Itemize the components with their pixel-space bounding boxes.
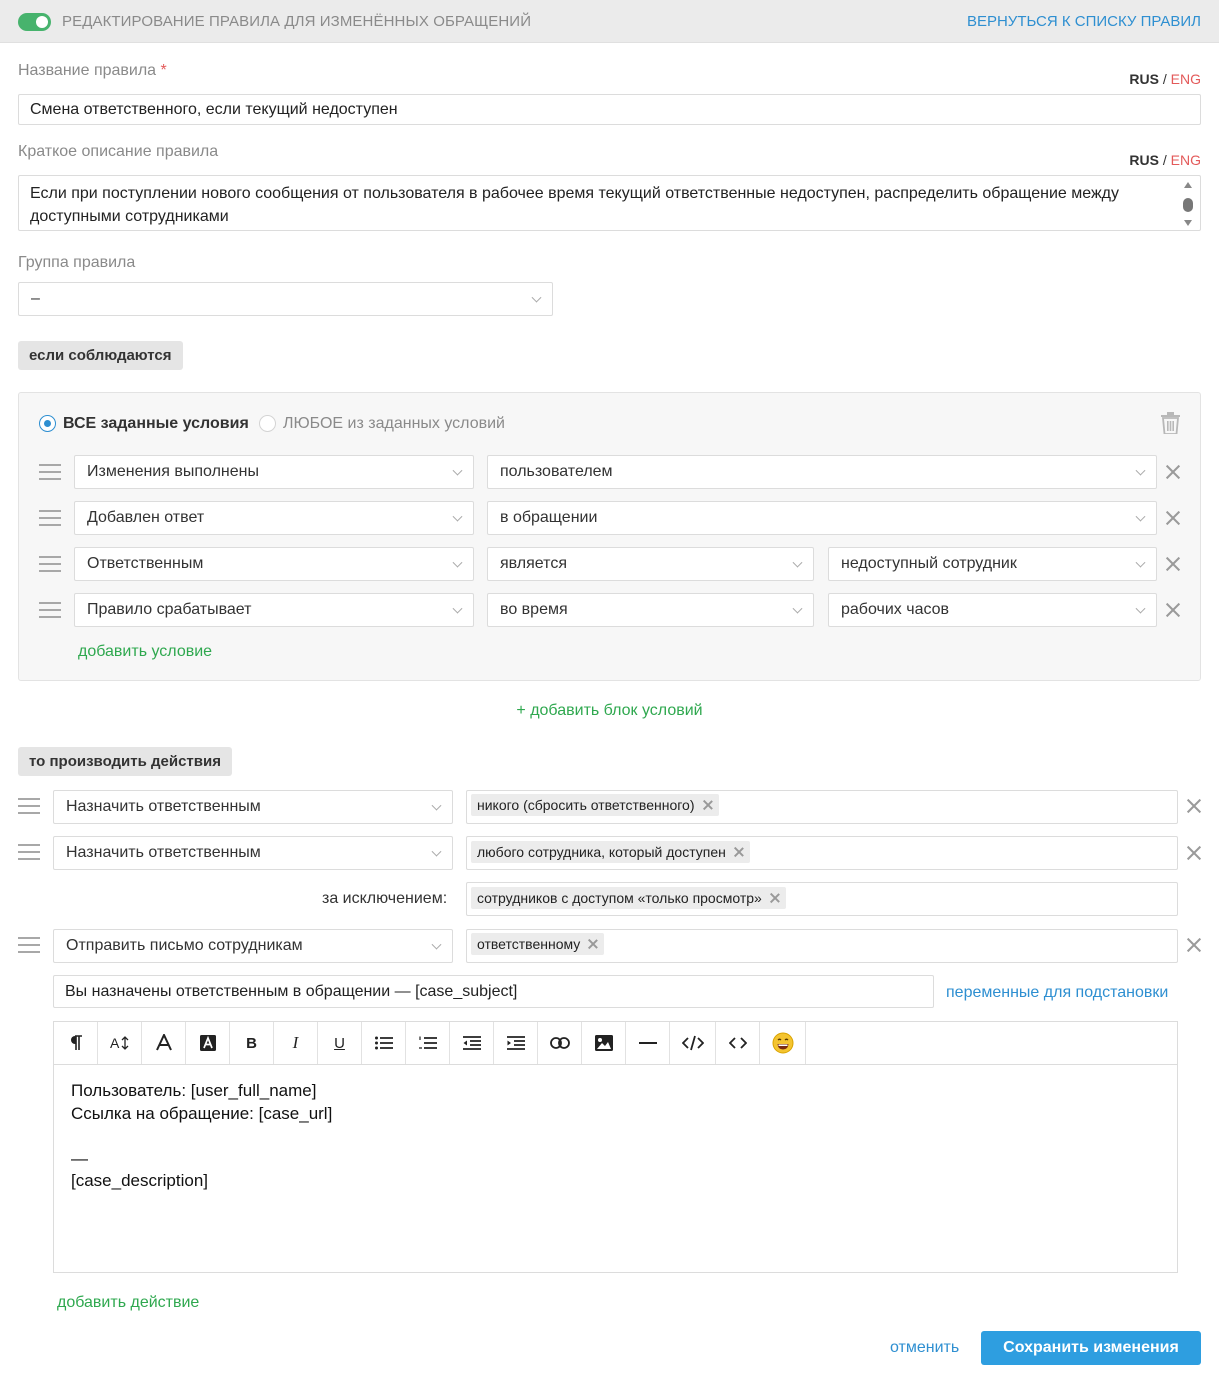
email-body-line bbox=[71, 1125, 332, 1148]
rule-name-input[interactable]: Смена ответственного, если текущий недоступен bbox=[18, 94, 1201, 125]
actions-header: то производить действия bbox=[18, 747, 232, 776]
link-icon[interactable] bbox=[538, 1022, 582, 1064]
required-mark: * bbox=[160, 62, 167, 79]
rule-name-label-text: Название правила bbox=[18, 62, 157, 79]
lang-rus[interactable]: RUS bbox=[1129, 152, 1159, 168]
cancel-button[interactable]: отменить bbox=[890, 1339, 960, 1356]
add-action-link[interactable]: добавить действие bbox=[57, 1294, 200, 1311]
remove-condition-icon[interactable] bbox=[1166, 465, 1180, 479]
chevron-down-icon bbox=[1136, 604, 1146, 614]
condition-value: недоступный сотрудник bbox=[841, 555, 1017, 572]
horizontal-rule-icon[interactable] bbox=[626, 1022, 670, 1064]
action-type-select[interactable] bbox=[53, 929, 453, 963]
language-switch bbox=[1129, 71, 1201, 87]
inline-code-icon[interactable] bbox=[716, 1022, 760, 1064]
code-block-icon[interactable] bbox=[670, 1022, 716, 1064]
condition-field-value: Правило срабатывает bbox=[87, 601, 252, 618]
condition-operator-select[interactable] bbox=[487, 501, 1157, 535]
chevron-down-icon bbox=[532, 293, 542, 303]
outdent-icon[interactable] bbox=[450, 1022, 494, 1064]
lang-rus[interactable]: RUS bbox=[1129, 71, 1159, 87]
conditions-header: если соблюдаются bbox=[18, 341, 183, 370]
background-color-icon[interactable] bbox=[186, 1022, 230, 1064]
action-type-value: Назначить ответственным bbox=[66, 844, 261, 861]
action-target-tag bbox=[471, 794, 719, 816]
remove-tag-icon[interactable] bbox=[588, 939, 598, 949]
image-icon[interactable] bbox=[582, 1022, 626, 1064]
condition-field-value: Ответственным bbox=[87, 555, 204, 572]
action-target-tag bbox=[471, 933, 604, 955]
chevron-down-icon bbox=[793, 558, 803, 568]
remove-action-icon[interactable] bbox=[1187, 938, 1201, 952]
rule-name-label bbox=[18, 62, 167, 80]
condition-field-value: Добавлен ответ bbox=[87, 509, 205, 526]
rule-description-textarea[interactable] bbox=[18, 175, 1201, 231]
text-color-icon[interactable] bbox=[142, 1022, 186, 1064]
condition-field-select[interactable] bbox=[74, 501, 474, 535]
chevron-down-icon bbox=[453, 604, 463, 614]
chevron-down-icon bbox=[1136, 512, 1146, 522]
condition-field-select[interactable] bbox=[74, 547, 474, 581]
italic-icon[interactable]: I bbox=[274, 1022, 318, 1064]
except-tag-label: сотрудников с доступом «только просмотр» bbox=[477, 890, 762, 906]
except-tag bbox=[471, 887, 786, 909]
rule-enabled-toggle[interactable] bbox=[18, 13, 51, 31]
condition-value-select[interactable] bbox=[828, 593, 1157, 627]
action-type-value: Отправить письмо сотрудникам bbox=[66, 937, 303, 954]
action-target-tag-label: ответственному bbox=[477, 936, 581, 952]
condition-field-select[interactable] bbox=[74, 455, 474, 489]
remove-condition-icon[interactable] bbox=[1166, 603, 1180, 617]
lang-eng[interactable]: ENG bbox=[1170, 152, 1201, 168]
action-type-value: Назначить ответственным bbox=[66, 798, 261, 815]
lang-separator: / bbox=[1162, 152, 1167, 168]
condition-operator-value: во время bbox=[500, 601, 568, 618]
chevron-down-icon bbox=[432, 801, 442, 811]
remove-tag-icon[interactable] bbox=[734, 847, 744, 857]
mode-any-label[interactable]: ЛЮБОЕ из заданных условий bbox=[283, 415, 505, 432]
action-target-tag-label: никого (сбросить ответственного) bbox=[477, 797, 695, 813]
language-switch-description bbox=[1129, 152, 1201, 168]
drag-handle-icon[interactable] bbox=[18, 844, 40, 860]
condition-operator-value: пользователем bbox=[500, 463, 613, 480]
condition-operator-select[interactable] bbox=[487, 455, 1157, 489]
condition-operator-value: в обращении bbox=[500, 509, 598, 526]
mode-all-radio[interactable] bbox=[39, 415, 56, 432]
chevron-down-icon bbox=[1136, 558, 1146, 568]
chevron-down-icon bbox=[432, 940, 442, 950]
email-body-editor[interactable] bbox=[53, 1021, 1178, 1273]
scroll-down-icon[interactable] bbox=[1184, 220, 1192, 226]
add-condition-link[interactable]: добавить условие bbox=[78, 643, 213, 660]
svg-text:A: A bbox=[109, 1035, 119, 1051]
back-to-rules-link[interactable]: ВЕРНУТЬСЯ К СПИСКУ ПРАВИЛ bbox=[966, 13, 1201, 30]
chevron-down-icon bbox=[453, 466, 463, 476]
remove-condition-icon[interactable] bbox=[1166, 511, 1180, 525]
conditions-block bbox=[18, 392, 1201, 681]
variables-link[interactable]: переменные для подстановки bbox=[946, 984, 1169, 1001]
page-title: РЕДАКТИРОВАНИЕ ПРАВИЛА ДЛЯ ИЗМЕНЁННЫХ ОБРАЩЕНИЙ bbox=[62, 13, 532, 30]
numbered-list-icon[interactable] bbox=[406, 1022, 450, 1064]
drag-handle-icon[interactable] bbox=[39, 602, 61, 618]
action-target-tag-label: любого сотрудника, который доступен bbox=[477, 844, 726, 860]
remove-tag-icon[interactable] bbox=[703, 800, 713, 810]
drag-handle-icon[interactable] bbox=[39, 556, 61, 572]
condition-value-select[interactable] bbox=[828, 547, 1157, 581]
chevron-down-icon bbox=[453, 558, 463, 568]
email-body-line: Ссылка на обращение: [case_url] bbox=[71, 1103, 333, 1123]
drag-handle-icon[interactable] bbox=[39, 510, 61, 526]
add-condition-block-link[interactable]: + добавить блок условий bbox=[516, 702, 703, 719]
email-body-text[interactable] bbox=[71, 1080, 332, 1193]
chevron-down-icon bbox=[793, 604, 803, 614]
email-subject-input[interactable]: Вы назначены ответственным в обращении — [case_subject] bbox=[53, 975, 934, 1008]
remove-action-icon[interactable] bbox=[1187, 846, 1201, 860]
editor-toolbar bbox=[54, 1022, 1177, 1065]
action-target-tag bbox=[471, 841, 750, 863]
chevron-down-icon bbox=[1136, 466, 1146, 476]
rule-group-value: – bbox=[31, 290, 40, 307]
bold-icon[interactable]: B bbox=[230, 1022, 274, 1064]
save-changes-button[interactable]: Сохранить изменения bbox=[981, 1331, 1201, 1365]
email-body-line: [case_description] bbox=[71, 1171, 209, 1190]
condition-operator-select[interactable] bbox=[487, 547, 814, 581]
except-label: за исключением: bbox=[322, 890, 448, 907]
trash-icon[interactable] bbox=[1160, 412, 1181, 434]
chevron-down-icon bbox=[432, 847, 442, 857]
indent-icon[interactable] bbox=[494, 1022, 538, 1064]
remove-condition-icon[interactable] bbox=[1166, 557, 1180, 571]
emoji-icon[interactable] bbox=[760, 1022, 806, 1064]
condition-operator-select[interactable] bbox=[487, 593, 814, 627]
paragraph-icon[interactable] bbox=[54, 1022, 98, 1064]
email-body-line: — bbox=[71, 1148, 88, 1168]
mode-any-radio[interactable] bbox=[259, 415, 276, 432]
condition-field-select[interactable] bbox=[74, 593, 474, 627]
mode-all-label[interactable]: ВСЕ заданные условия bbox=[63, 415, 249, 432]
bullet-list-icon[interactable] bbox=[362, 1022, 406, 1064]
page-header bbox=[0, 0, 1219, 43]
drag-handle-icon[interactable] bbox=[18, 937, 40, 953]
remove-action-icon[interactable] bbox=[1187, 799, 1201, 813]
chevron-down-icon bbox=[453, 512, 463, 522]
font-size-icon[interactable] bbox=[98, 1022, 142, 1064]
lang-eng[interactable]: ENG bbox=[1170, 71, 1201, 87]
scroll-thumb[interactable] bbox=[1183, 198, 1193, 212]
remove-tag-icon[interactable] bbox=[770, 893, 780, 903]
scroll-up-icon[interactable] bbox=[1184, 182, 1192, 188]
drag-handle-icon[interactable] bbox=[18, 798, 40, 814]
condition-operator-value: является bbox=[500, 555, 567, 572]
rule-description-label: Краткое описание правила bbox=[18, 143, 219, 160]
email-body-line: Пользователь: [user_full_name] bbox=[71, 1081, 317, 1100]
condition-field-value: Изменения выполнены bbox=[87, 463, 259, 480]
rule-group-label: Группа правила bbox=[18, 254, 136, 271]
textarea-scrollbar[interactable] bbox=[1183, 182, 1193, 226]
rule-group-select[interactable] bbox=[18, 282, 553, 316]
lang-separator: / bbox=[1162, 71, 1167, 87]
rule-description-text: Если при поступлении нового сообщения от пользователя в рабочее время текущий ответственные недоступен, распределить обращение между доступными сотрудниками bbox=[30, 185, 1119, 225]
underline-icon[interactable]: U bbox=[318, 1022, 362, 1064]
drag-handle-icon[interactable] bbox=[39, 464, 61, 480]
condition-value: рабочих часов bbox=[841, 601, 950, 618]
action-type-select[interactable] bbox=[53, 790, 453, 824]
action-type-select[interactable] bbox=[53, 836, 453, 870]
